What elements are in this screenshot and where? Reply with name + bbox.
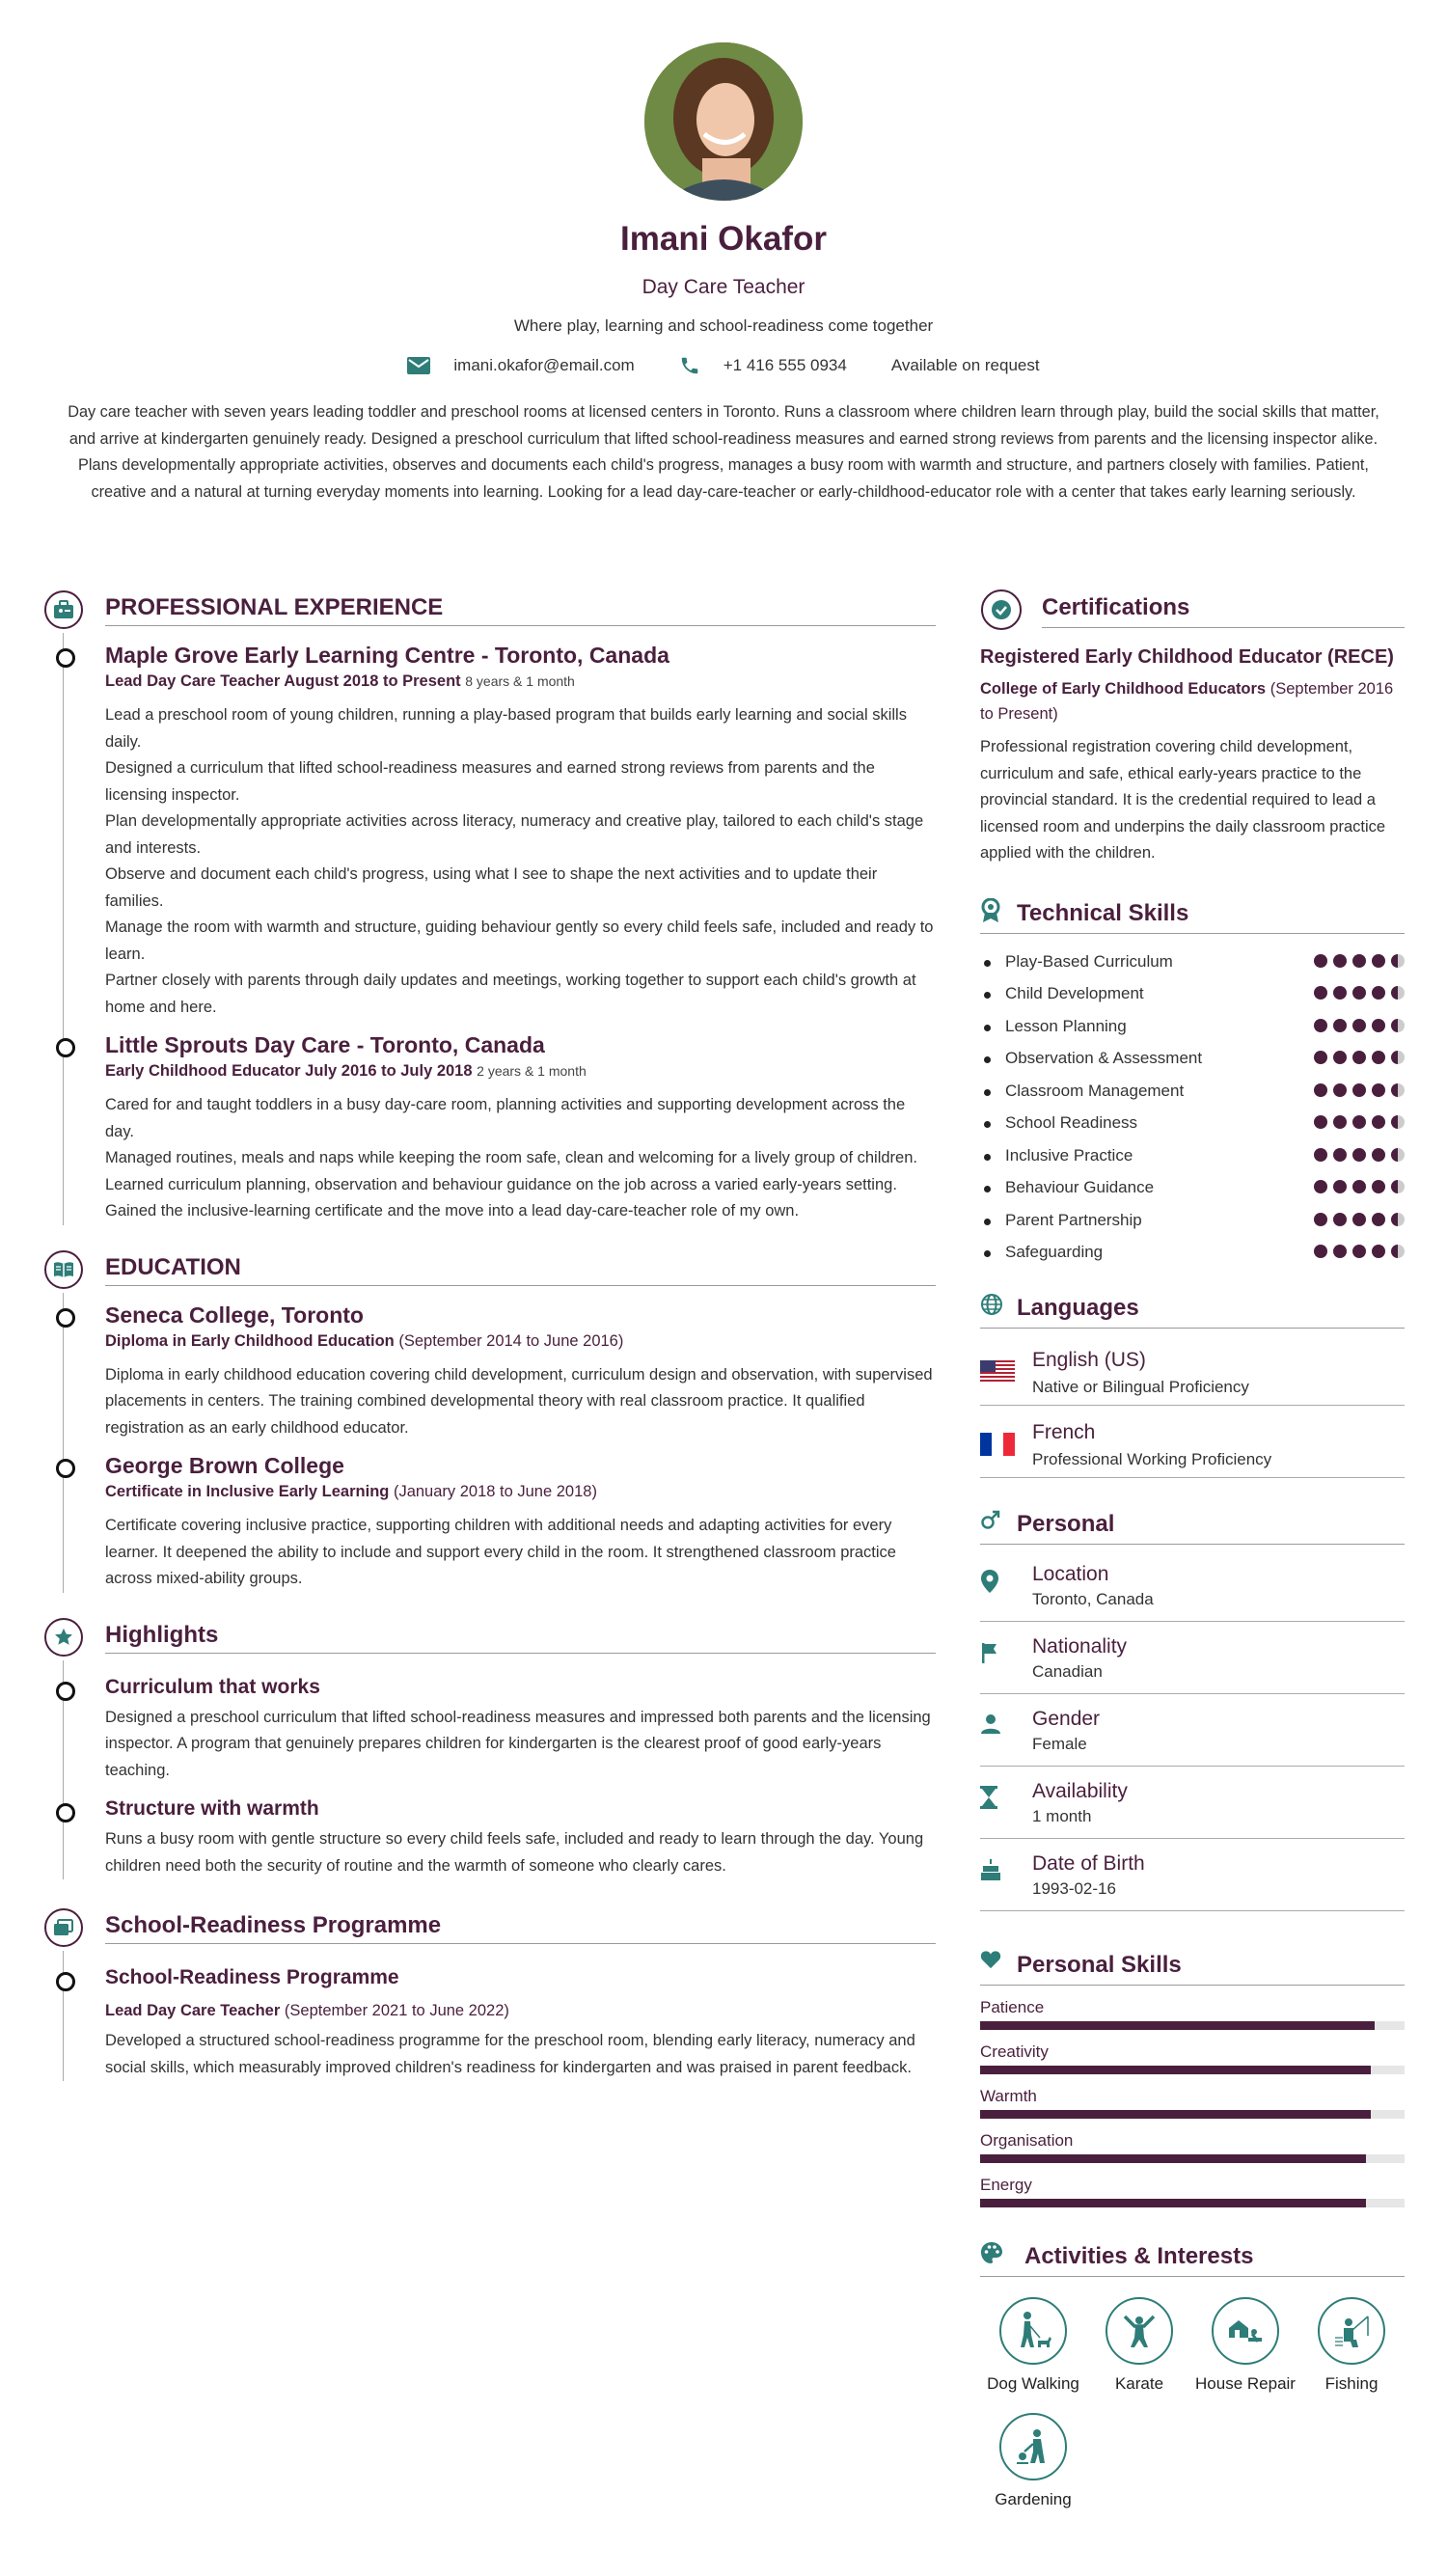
rating-dot	[1314, 1148, 1327, 1162]
activity-label: Dog Walking	[987, 2373, 1079, 2393]
technical-skills-title: Technical Skills	[1017, 899, 1189, 926]
personal-value: 1 month	[1032, 1806, 1092, 1825]
rating-dot	[1333, 1051, 1347, 1064]
rating-dot	[1333, 1180, 1347, 1193]
rating-dot	[1372, 1051, 1385, 1064]
highlights-header	[39, 1612, 936, 1660]
email-text[interactable]: imani.okafor@email.com	[453, 356, 635, 374]
personal-skill-item	[980, 2129, 1405, 2174]
programme-title: School-Readiness Programme	[105, 1966, 399, 1988]
skill-rating-dots	[1314, 1213, 1405, 1226]
flag-icon	[980, 1641, 999, 1669]
language-name: French	[1032, 1420, 1096, 1443]
job-org: Little Sprouts Day Care - Toronto, Canada	[105, 1032, 545, 1057]
rating-dot	[1391, 986, 1405, 1000]
skill-rating-dots	[1314, 1083, 1405, 1097]
personal-item-availability	[980, 1767, 1405, 1839]
skill-level-fill	[980, 2066, 1371, 2074]
job-bullets	[105, 702, 936, 1021]
personal-skill-name: Energy	[980, 2175, 1032, 2194]
highlight-entry	[105, 1674, 936, 1785]
education-description: Diploma in early childhood education covering child development, curriculum design and observation, with supervised placements in centers. The training combined developmental theory with real classroom practice. It qualified registration as an early childhood educator.	[105, 1365, 933, 1437]
rating-dot	[1372, 954, 1385, 968]
job-bullet: Lead a preschool room of young children, running a play-based program that builds early learning and social skills daily.	[105, 706, 907, 751]
rating-dot	[1314, 1083, 1327, 1097]
skill-level-fill	[980, 2154, 1366, 2163]
job-bullet: Observe and document each child's progress, using what I see to shape the next activities and to update their families.	[105, 865, 878, 910]
us-flag-icon	[980, 1360, 1015, 1384]
contact-row	[0, 355, 1447, 376]
candidate-name: Imani Okafor	[620, 220, 827, 258]
certificate-badge-icon	[980, 589, 1023, 636]
highlight-title: Curriculum that works	[105, 1675, 320, 1698]
degree-dates: (January 2018 to June 2018)	[393, 1483, 597, 1500]
timeline-dot	[56, 1038, 75, 1057]
personal-skill-name: Warmth	[980, 2086, 1037, 2105]
skill-level-bar	[980, 2066, 1405, 2074]
job-role	[105, 670, 936, 693]
rating-dot	[1352, 954, 1366, 968]
email-icon	[407, 357, 430, 374]
languages-title: Languages	[1017, 1294, 1139, 1321]
profile-summary: Day care teacher with seven years leading toddler and preschool rooms at licensed centers in Toronto. Runs a classroom where children learn through play, build the social skills that matter, and arrive at kindergarten genuinely ready. Designed a preschool curriculum that lifted school-readiness measures and earned strong reviews from parents and the licensing inspector alike. Plans developmentally appropriate activities, observes and documents each child's progress, manages a busy room with warmth and structure, and partners closely with families. Patient, creative and a natural at turning everyday moments into learning. Looking for a lead day-care-teacher or early-childhood-educator role with a center that takes early learning seriously.	[68, 403, 1379, 501]
certifications-header	[980, 585, 1405, 633]
technical-skill-name: Classroom Management	[1005, 1081, 1185, 1100]
personal-skill-item	[980, 2174, 1405, 2218]
certification-org: College of Early Childhood Educators	[980, 680, 1267, 698]
personal-skills-title: Personal Skills	[1017, 1951, 1182, 1978]
rating-dot	[1372, 986, 1385, 1000]
technical-skill-item	[980, 1146, 1405, 1179]
karate-icon	[1106, 2297, 1173, 2365]
personal-skill-item	[980, 2041, 1405, 2085]
rating-dot	[1314, 1213, 1327, 1226]
rating-dot	[1333, 1148, 1347, 1162]
personal-item-gender	[980, 1694, 1405, 1767]
personal-skill-name: Creativity	[980, 2042, 1049, 2061]
availability-contact	[891, 356, 1040, 375]
candidate-title: Day Care Teacher	[642, 276, 805, 298]
skill-level-bar	[980, 2021, 1405, 2030]
timeline-dot	[56, 648, 75, 668]
language-name: English (US)	[1032, 1348, 1146, 1371]
divider	[980, 1985, 1405, 1986]
rating-dot	[1352, 1180, 1366, 1193]
programme-role: Lead Day Care Teacher	[105, 2002, 281, 2019]
job-role-dates: Early Childhood Educator July 2016 to July 2018	[105, 1062, 473, 1080]
education-entry	[105, 1451, 936, 1593]
personal-skill-name: Patience	[980, 1997, 1045, 2016]
personal-skill-name: Organisation	[980, 2130, 1074, 2150]
highlights-timeline	[39, 1660, 936, 1880]
certifications-title: Certifications	[1042, 594, 1190, 620]
personal-title: Personal	[1017, 1510, 1115, 1537]
degree-name: Diploma in Early Childhood Education	[105, 1331, 395, 1350]
job-bullet: Partner closely with parents through daily updates and meetings, working together to support each child's growth at home and here.	[105, 972, 916, 1016]
divider	[980, 1328, 1405, 1329]
activities-grid	[980, 2297, 1405, 2509]
personal-skills-list	[980, 1996, 1405, 2218]
degree-name: Certificate in Inclusive Early Learning	[105, 1483, 390, 1500]
rating-dot	[1352, 1019, 1366, 1032]
rating-dot	[1333, 1019, 1347, 1032]
certification-description: Professional registration covering child development, curriculum and safe, ethical early-years practice to the provincial standard. It is the credential required to lead a licensed room and underpins the daily classroom practice applied with the children.	[980, 738, 1386, 862]
timeline-dot	[56, 1803, 75, 1822]
technical-skill-name: Inclusive Practice	[1005, 1145, 1133, 1165]
rating-dot	[1333, 954, 1347, 968]
divider	[105, 625, 936, 626]
heart-icon	[980, 1950, 1001, 1974]
skill-rating-dots	[1314, 954, 1405, 968]
experience-section	[39, 585, 936, 1225]
left-column	[39, 585, 936, 2081]
rating-dot	[1372, 1245, 1385, 1258]
job-org: Maple Grove Early Learning Centre - Toronto, Canada	[105, 643, 669, 668]
right-column	[980, 585, 1405, 2509]
activity-label: Karate	[1114, 2373, 1164, 2393]
highlights-title: Highlights	[105, 1621, 219, 1648]
technical-skill-name: Parent Partnership	[1005, 1210, 1142, 1229]
experience-timeline	[39, 633, 936, 1225]
personal-section	[980, 1501, 1405, 1911]
job-bullet: Plan developmentally appropriate activities across literacy, numeracy and creative play, tailored to each child's stage and interests.	[105, 812, 924, 857]
job-role	[105, 1059, 936, 1082]
timeline-dot	[56, 1972, 75, 1991]
programme-timeline	[39, 1951, 936, 2081]
activities-title: Activities & Interests	[1024, 2242, 1254, 2269]
activities-header	[980, 2233, 1405, 2282]
divider	[1042, 627, 1405, 628]
technical-skill-item	[980, 1049, 1405, 1082]
rating-dot	[1391, 1148, 1405, 1162]
personal-item-birthdate	[980, 1839, 1405, 1911]
rating-dot	[1391, 1019, 1405, 1032]
book-badge-icon	[44, 1250, 83, 1289]
divider	[980, 2276, 1405, 2277]
house-repair-icon	[1212, 2297, 1279, 2365]
gender-symbol-icon	[980, 1509, 1001, 1535]
divider	[980, 933, 1405, 934]
programme-section	[39, 1903, 936, 2081]
programme-text: Developed a structured school-readiness programme for the preschool room, blending early literacy, numeracy and social skills, which measurably improved children's readiness for kindergarten and was praised in parent feedback.	[105, 2032, 915, 2076]
programme-dates: (September 2021 to June 2022)	[284, 2002, 509, 2019]
person-icon	[980, 1713, 1001, 1740]
activity-label: House Repair	[1195, 2373, 1296, 2393]
activity-house-repair	[1192, 2297, 1298, 2394]
rating-dot	[1352, 1245, 1366, 1258]
personal-skills-header	[980, 1942, 1405, 1990]
experience-header	[39, 585, 936, 633]
phone-contact[interactable]	[679, 355, 847, 376]
rating-dot	[1352, 1083, 1366, 1097]
technical-skill-name: Observation & Assessment	[1005, 1049, 1203, 1067]
activities-section	[980, 2233, 1405, 2509]
language-item	[980, 1406, 1405, 1478]
skill-rating-dots	[1314, 1019, 1405, 1032]
language-item	[980, 1333, 1405, 1406]
personal-header	[980, 1501, 1405, 1549]
highlight-entry	[105, 1795, 936, 1879]
rating-dot	[1314, 1019, 1327, 1032]
activity-karate	[1086, 2297, 1192, 2394]
phone-text[interactable]: +1 416 555 0934	[723, 356, 847, 374]
award-icon	[980, 898, 1001, 928]
activity-gardening	[980, 2413, 1086, 2509]
technical-skill-item	[980, 1211, 1405, 1244]
programme-header	[39, 1903, 936, 1951]
rating-dot	[1391, 1115, 1405, 1129]
email-contact[interactable]	[407, 356, 634, 375]
activity-dog-walking	[980, 2297, 1086, 2394]
education-title: EDUCATION	[105, 1253, 241, 1280]
technical-skill-item	[980, 952, 1405, 985]
palette-icon	[980, 2241, 1003, 2269]
technical-skills-section	[980, 891, 1405, 1275]
programme-entry	[105, 1964, 936, 2081]
skill-rating-dots	[1314, 1180, 1405, 1193]
divider	[105, 1943, 936, 1944]
rating-dot	[1333, 1245, 1347, 1258]
personal-label: Location	[1032, 1562, 1109, 1585]
rating-dot	[1372, 1019, 1385, 1032]
job-bullet: Designed a curriculum that lifted school-readiness measures and earned strong reviews from parents and the licensing inspector.	[105, 759, 875, 804]
france-flag-icon	[980, 1433, 1015, 1456]
personal-value: Female	[1032, 1734, 1087, 1753]
personal-skill-item	[980, 1996, 1405, 2041]
activity-label: Fishing	[1324, 2373, 1379, 2393]
activity-fishing	[1298, 2297, 1405, 2394]
skill-level-fill	[980, 2110, 1371, 2119]
briefcase-badge-icon	[44, 590, 83, 629]
globe-icon	[980, 1293, 1003, 1321]
rating-dot	[1372, 1213, 1385, 1226]
skill-rating-dots	[1314, 1148, 1405, 1162]
certification-org-line	[980, 676, 1405, 726]
education-section	[39, 1245, 936, 1593]
job-duration: 8 years & 1 month	[465, 673, 575, 689]
rating-dot	[1333, 1115, 1347, 1129]
rating-dot	[1314, 1180, 1327, 1193]
rating-dot	[1314, 1115, 1327, 1129]
education-entry	[105, 1301, 936, 1442]
personal-label: Availability	[1032, 1779, 1128, 1802]
skill-rating-dots	[1314, 1245, 1405, 1258]
skill-rating-dots	[1314, 1051, 1405, 1064]
job-bullet: Learned curriculum planning, observation and behaviour guidance on the job across a varied early-years setting.	[105, 1175, 897, 1193]
rating-dot	[1372, 1148, 1385, 1162]
personal-label: Nationality	[1032, 1634, 1128, 1658]
rating-dot	[1314, 1245, 1327, 1258]
job-bullet: Cared for and taught toddlers in a busy day-care room, planning activities and supporting development across the day.	[105, 1096, 906, 1140]
job-entry	[105, 1030, 936, 1225]
highlight-title: Structure with warmth	[105, 1797, 319, 1820]
profile-photo-illustration	[644, 42, 803, 201]
rating-dot	[1352, 1213, 1366, 1226]
timeline-dot	[56, 1459, 75, 1478]
rating-dot	[1372, 1083, 1385, 1097]
cake-icon	[980, 1858, 1001, 1886]
skill-level-fill	[980, 2199, 1366, 2207]
rating-dot	[1333, 1213, 1347, 1226]
highlights-section	[39, 1612, 936, 1880]
location-pin-icon	[980, 1569, 999, 1599]
school-name: George Brown College	[105, 1453, 344, 1478]
rating-dot	[1352, 1148, 1366, 1162]
rating-dot	[1333, 1083, 1347, 1097]
gardening-icon	[999, 2413, 1067, 2480]
technical-skills-header	[980, 891, 1405, 939]
job-role-dates: Lead Day Care Teacher August 2018 to Present	[105, 672, 461, 690]
rating-dot	[1314, 986, 1327, 1000]
highlight-text: Designed a preschool curriculum that lifted school-readiness measures and impressed both parents and the licensing inspector. A program that genuinely prepares children for kindergarten is the clearest proof of good early-years teaching.	[105, 1708, 931, 1779]
job-entry	[105, 641, 936, 1021]
folder-badge-icon	[44, 1908, 83, 1947]
technical-skill-name: Play-Based Curriculum	[1005, 951, 1173, 971]
certification-dates: (September 2016 to Present)	[980, 680, 1394, 723]
rating-dot	[1391, 1051, 1405, 1064]
timeline-dot	[56, 1308, 75, 1328]
language-level: Native or Bilingual Proficiency	[1032, 1377, 1249, 1396]
personal-label: Date of Birth	[1032, 1851, 1145, 1875]
degree-line	[105, 1480, 936, 1503]
degree-line	[105, 1329, 936, 1353]
languages-header	[980, 1285, 1405, 1333]
rating-dot	[1372, 1115, 1385, 1129]
personal-value: 1993-02-16	[1032, 1878, 1116, 1898]
technical-skill-item	[980, 1243, 1405, 1275]
experience-title: PROFESSIONAL EXPERIENCE	[105, 594, 444, 620]
rating-dot	[1333, 986, 1347, 1000]
programme-role-line	[105, 1999, 936, 2022]
certification-name: Registered Early Childhood Educator (RECE)	[980, 646, 1394, 668]
technical-skill-name: Child Development	[1005, 984, 1144, 1002]
candidate-tagline: Where play, learning and school-readiness come together	[513, 316, 934, 335]
skill-rating-dots	[1314, 986, 1405, 1000]
phone-icon	[679, 355, 700, 376]
technical-skill-name: Lesson Planning	[1005, 1016, 1127, 1035]
technical-skills-list	[980, 952, 1405, 1275]
divider	[105, 1285, 936, 1286]
personal-item-nationality	[980, 1622, 1405, 1694]
rating-dot	[1352, 1115, 1366, 1129]
fishing-icon	[1318, 2297, 1385, 2365]
hourglass-icon	[980, 1786, 997, 1814]
personal-skills-section	[980, 1942, 1405, 2218]
skill-level-bar	[980, 2154, 1405, 2163]
languages-section	[980, 1285, 1405, 1478]
rating-dot	[1391, 1213, 1405, 1226]
education-header	[39, 1245, 936, 1293]
certifications-section	[980, 585, 1405, 867]
highlight-text: Runs a busy room with gentle structure so every child feels safe, included and ready to learn through the day. Young children need both the security of routine and the warmth of someone who clearly cares.	[105, 1830, 924, 1875]
job-bullet: Gained the inclusive-learning certificate and the move into a lead day-care-teacher role of my own.	[105, 1202, 800, 1219]
technical-skill-name: School Readiness	[1005, 1113, 1138, 1132]
skill-level-bar	[980, 2199, 1405, 2207]
availability-text: Available on request	[890, 356, 1040, 374]
rating-dot	[1314, 954, 1327, 968]
skill-rating-dots	[1314, 1115, 1405, 1129]
profile-photo	[644, 42, 803, 201]
personal-skill-item	[980, 2085, 1405, 2129]
technical-skill-item	[980, 1082, 1405, 1114]
job-bullets	[105, 1092, 936, 1225]
education-description: Certificate covering inclusive practice, supporting children with additional needs and adapting activities for every learner. It deepened the ability to include and support every child in the room. It strengthened classroom practice across mixed-ability groups.	[105, 1517, 896, 1587]
technical-skill-item	[980, 1017, 1405, 1050]
rating-dot	[1391, 954, 1405, 968]
dog-walking-icon	[999, 2297, 1067, 2365]
rating-dot	[1391, 1180, 1405, 1193]
programme-section-title: School-Readiness Programme	[105, 1912, 442, 1938]
divider	[980, 1544, 1405, 1545]
activity-label: Gardening	[995, 2489, 1072, 2508]
technical-skill-name: Behaviour Guidance	[1005, 1178, 1155, 1196]
skill-level-bar	[980, 2110, 1405, 2119]
resume-header	[0, 42, 1447, 506]
timeline-dot	[56, 1682, 75, 1701]
degree-dates: (September 2014 to June 2016)	[398, 1331, 624, 1350]
technical-skill-item	[980, 1113, 1405, 1146]
rating-dot	[1314, 1051, 1327, 1064]
school-name: Seneca College, Toronto	[105, 1302, 364, 1328]
rating-dot	[1352, 1051, 1366, 1064]
language-level: Professional Working Proficiency	[1032, 1449, 1272, 1468]
education-timeline	[39, 1293, 936, 1593]
technical-skill-item	[980, 984, 1405, 1017]
rating-dot	[1391, 1245, 1405, 1258]
technical-skill-name: Safeguarding	[1005, 1243, 1104, 1261]
personal-value: Toronto, Canada	[1032, 1589, 1154, 1608]
skill-level-fill	[980, 2021, 1375, 2030]
job-duration: 2 years & 1 month	[477, 1063, 587, 1079]
personal-label: Gender	[1032, 1707, 1101, 1730]
job-bullet: Managed routines, meals and naps while keeping the room safe, clean and welcoming for a lively group of children.	[105, 1149, 917, 1166]
divider	[105, 1653, 936, 1654]
job-bullet: Manage the room with warmth and structure, guiding behaviour gently so every child feels safe, included and ready to learn.	[105, 918, 934, 963]
rating-dot	[1372, 1180, 1385, 1193]
personal-value: Canadian	[1032, 1661, 1103, 1681]
star-badge-icon	[44, 1618, 83, 1657]
technical-skill-item	[980, 1178, 1405, 1211]
personal-item-location	[980, 1549, 1405, 1622]
rating-dot	[1352, 986, 1366, 1000]
rating-dot	[1391, 1083, 1405, 1097]
